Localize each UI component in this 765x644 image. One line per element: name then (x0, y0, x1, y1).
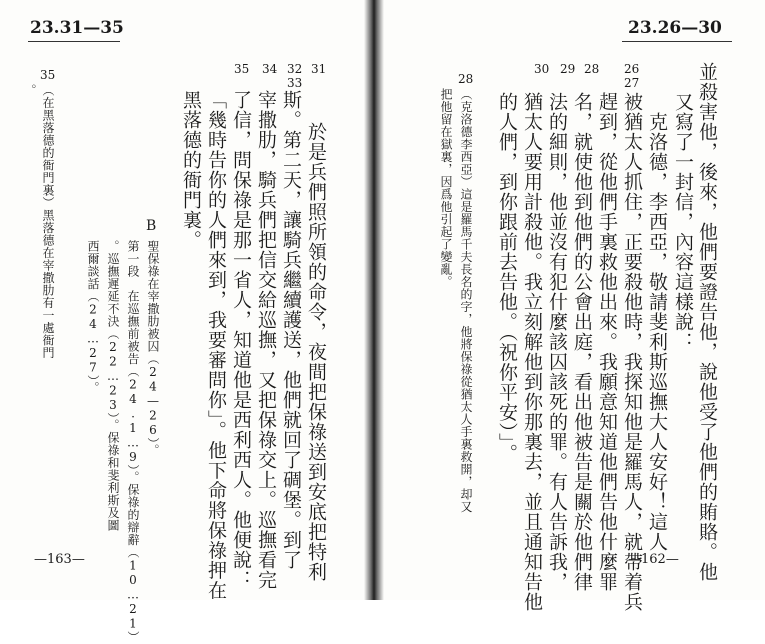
left-header-rule (28, 41, 120, 42)
section-marker-b: B (146, 218, 157, 234)
left-body-column-6: 黑落德的衙門裏。 (180, 90, 202, 250)
left-verse-number-31: 31 (311, 62, 327, 76)
note-number-28: 28 (458, 72, 474, 86)
left-body-column-3: 宰撒肋，騎兵們把信交給巡撫，又把保祿交上。巡撫看完 (255, 90, 277, 590)
right-body-column-8: 猶太人要用計殺他。我立刻解他到你那裏去，並且通知告他 (521, 92, 543, 612)
left-verse-number-33: 33 (287, 76, 303, 90)
left-verse-number-34: 34 (262, 62, 278, 76)
outline-column-2: 第一段 在巡撫前被告（24.1…9）。保祿的辯辭（10…21） (126, 240, 140, 644)
footnote-35-column-2: 。 (23, 84, 37, 97)
left-header-reference: 23.31—35 (30, 18, 124, 38)
footnote-28-column-1: （克洛德李西亞）這是羅馬千夫長名的字，他將保祿從猶太人手裏救開，却又 (459, 88, 473, 513)
right-body-column-4: 被猶太人抓住，正要殺他時，我探知他是羅馬人，就帶着兵 (621, 92, 643, 612)
footnote-35-column-1: （在黑落德的衙門裏）黑落德在宰撒肋有一處衙門 (41, 84, 55, 359)
book-gutter (364, 0, 384, 600)
right-body-column-7: 法的細則，他並沒有犯什麼該囚該死的罪。有人告訴我， (546, 92, 568, 592)
right-verse-number-29: 29 (560, 62, 576, 76)
right-page (378, 0, 765, 612)
outline-column-1: 聖保祿在宰撒肋被囚（24—26）。 (146, 240, 160, 457)
outline-column-4: 西爾談話（24…27）。 (86, 240, 100, 394)
left-page-number: —163— (34, 552, 85, 567)
left-body-column-4: 了信，問保祿是那一省人，知道他是西利西人。他便說： (230, 90, 252, 590)
left-body-column-1: 於是兵們照所領的命令，夜間把保祿送到安底把特利 (305, 122, 327, 582)
right-verse-number-27: 27 (624, 76, 640, 90)
right-verse-number-30: 30 (534, 62, 550, 76)
right-header-rule (622, 41, 732, 42)
right-header-reference: 23.26—30 (628, 18, 722, 38)
right-body-column-2: 又寫了一封信，內容這樣說： (672, 92, 694, 352)
right-body-column-6: 名，就使他到他們的公會出庭，看出他被告是關於他們律 (571, 92, 593, 592)
left-page (0, 0, 370, 644)
left-body-column-2: 斯。第二天，讓騎兵繼續護送，他們就回了碉堡。到了 (280, 90, 302, 570)
left-verse-number-32: 32 (287, 62, 303, 76)
outline-column-3: 。巡撫遲延不決（22…23）。保祿和斐利斯及圖 (106, 240, 120, 532)
right-verse-number-28: 28 (584, 62, 600, 76)
left-verse-number-35: 35 (234, 62, 250, 76)
right-body-column-5: 趕到，從他們手裏救他出來。我願意知道他們告他什麼罪 (596, 92, 618, 592)
footnote-28-column-2: 把他留在獄裏，因爲他引起了變亂。 (439, 88, 453, 288)
right-verse-number-26: 26 (624, 62, 640, 76)
right-body-column-1: 並殺害他，後來，他們要證告他，說他受了他們的賄賂。他 (696, 62, 718, 582)
note-number-35: 35 (40, 68, 56, 82)
left-body-column-5: 「幾時告你的人們來到，我要審問你」。他下命將保祿押在 (205, 90, 227, 601)
right-body-column-9: 的人們，到你跟前去告他。（祝你平安）」。 (496, 92, 518, 464)
right-body-column-3: 克洛德，李西亞，敬請斐利斯巡撫大人安好！這人 (646, 112, 668, 552)
right-page-number: —162— (628, 552, 679, 567)
